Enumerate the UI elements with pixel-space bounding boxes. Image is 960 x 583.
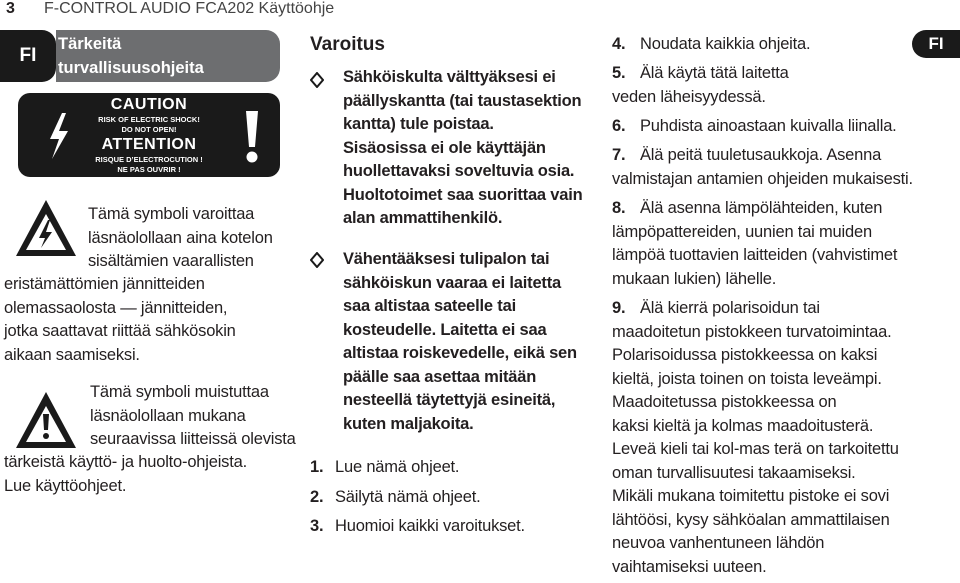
list-item-text: Puhdista ainoastaan kuivalla liinalla. bbox=[640, 117, 897, 135]
list-item-number: 6. bbox=[612, 117, 626, 135]
list-item-text: neuvoa vanhentuneen lähdön bbox=[612, 534, 825, 552]
list-item bbox=[310, 515, 525, 539]
list-item-text: Säilytä nämä ohjeet. bbox=[335, 488, 481, 506]
list-item-number: 7. bbox=[612, 146, 626, 164]
list-item-text: kieltä, joista toinen on toista leveämpi. bbox=[612, 369, 882, 388]
symbol1-line: olemassaolosta — jännitteiden, bbox=[4, 298, 228, 317]
language-badge-right: FI bbox=[912, 30, 960, 58]
warning2-line: nesteellä täytettyjä esineitä, bbox=[343, 391, 556, 409]
ne-pas-ouvrir-text: NE PAS OUVRIR ! bbox=[117, 165, 181, 174]
warning2-line: päälle saa asettaa mitään bbox=[343, 367, 537, 386]
list-item-text: Maadoitetussa pistokkeessa on bbox=[612, 393, 837, 411]
diamond-bullet-icon bbox=[310, 72, 324, 88]
warning-heading: Varoitus bbox=[310, 34, 385, 55]
list-item-text: Älä kierrä polarisoidun tai bbox=[640, 299, 820, 317]
diamond-bullet-icon bbox=[310, 252, 324, 268]
warning2-line: kosteudelle. Laitetta ei saa bbox=[343, 320, 547, 339]
do-not-open-text: DO NOT OPEN! bbox=[121, 125, 177, 134]
symbol1-line: sisältämien vaarallisten bbox=[88, 252, 254, 270]
symbol1-line: aikaan saamiseksi. bbox=[4, 345, 140, 364]
page-number: 3 bbox=[6, 0, 15, 17]
list-item-text: lämpöä tuottavien laitteiden (vahvistimet bbox=[612, 246, 898, 264]
risque-text: RISQUE D’ELECTROCUTION ! bbox=[95, 155, 203, 164]
list-item-number: 4. bbox=[612, 35, 626, 53]
list-item bbox=[612, 62, 789, 109]
warning1-text bbox=[343, 66, 583, 231]
symbol1-line: eristämättömien jännitteiden bbox=[4, 275, 205, 293]
list-item-text: mukaan lukien) lähelle. bbox=[612, 269, 777, 288]
symbol1-line: Tämä symboli varoittaa bbox=[88, 205, 255, 223]
list-item-text: lämpöpattereiden, uunien tai muiden bbox=[612, 222, 872, 241]
warning1-line: Sisäosissa ei ole käyttäjän bbox=[343, 138, 546, 157]
safety-title bbox=[58, 32, 278, 80]
list-item-number: 1. bbox=[310, 458, 324, 476]
list-item bbox=[310, 456, 459, 480]
warning2-line: Vähentääksesi tulipalon tai bbox=[343, 250, 550, 268]
warning1-line: Huoltotoimet saa suorittaa vain bbox=[343, 185, 583, 204]
list-item bbox=[612, 115, 897, 139]
list-item bbox=[612, 33, 810, 57]
list-item bbox=[612, 197, 897, 291]
warning2-text bbox=[343, 248, 577, 436]
list-item-text: lähtöösi, kysy sähköalan ammattilaisen bbox=[612, 510, 890, 529]
list-item-number: 9. bbox=[612, 299, 626, 317]
list-item-number: 2. bbox=[310, 488, 324, 506]
document-title: F-CONTROL AUDIO FCA202 Käyttöohje bbox=[44, 0, 335, 17]
list-item-number: 5. bbox=[612, 64, 626, 82]
symbol2-line: tärkeistä käyttö- ja huolto-ohjeista. bbox=[4, 453, 247, 471]
warning2-line: kuten maljakoita. bbox=[343, 414, 474, 433]
list-item-text: valmistajan antamien ohjeiden mukaisesti. bbox=[612, 169, 913, 188]
warning2-line: sähköiskun vaaraa ei laitetta bbox=[343, 273, 561, 292]
symbol2-line: läsnäolollaan mukana bbox=[90, 406, 246, 425]
attention-text: ATTENTION bbox=[101, 136, 197, 153]
symbol1-text bbox=[88, 203, 273, 274]
list-item-text: Leveä kieli tai kol-mas terä on tarkoitettu bbox=[612, 440, 899, 458]
list-item-text: Noudata kaikkia ohjeita. bbox=[640, 35, 811, 53]
list-item-text: kaksi kieltä ja kolmas maadoitusterä. bbox=[612, 416, 874, 435]
symbol2-line: Tämä symboli muistuttaa bbox=[90, 383, 269, 401]
warning1-line: huollettavaksi soveltuvia osia. bbox=[343, 162, 575, 180]
symbol1-text-wrap bbox=[4, 273, 236, 367]
list-item-text: Älä peitä tuuletusaukkoja. Asenna bbox=[640, 146, 882, 164]
symbol2-text bbox=[90, 381, 296, 452]
electric-shock-warning-icon bbox=[14, 196, 78, 260]
warning1-line: alan ammattihenkilö. bbox=[343, 209, 503, 227]
list-item bbox=[612, 297, 899, 579]
list-item-text: Mikäli mukana toimitettu pistoke ei sovi bbox=[612, 487, 890, 505]
symbol2-text-wrap bbox=[4, 451, 247, 498]
warning2-line: altistaa roiskevedelle, eikä sen bbox=[343, 344, 577, 362]
list-item-text: Polarisoidussa pistokkeessa on kaksi bbox=[612, 346, 878, 364]
warning1-line: kantta) tule poistaa. bbox=[343, 115, 494, 133]
language-badge-left: FI bbox=[0, 30, 56, 82]
caution-text: CAUTION bbox=[110, 96, 188, 113]
list-item-text: Lue nämä ohjeet. bbox=[335, 458, 460, 476]
symbol2-line: seuraavissa liitteissä olevista bbox=[90, 430, 296, 448]
symbol2-line: Lue käyttöohjeet. bbox=[4, 476, 127, 495]
list-item-text: maadoitetun pistokkeen turvatoimintaa. bbox=[612, 322, 892, 341]
list-item-text: Älä käytä tätä laitetta bbox=[640, 64, 789, 82]
list-item-text: Huomioi kaikki varoitukset. bbox=[335, 517, 525, 535]
warning2-line: saa altistaa sateelle tai bbox=[343, 297, 516, 315]
list-item-text: vaihtamiseksi uuteen. bbox=[612, 557, 767, 576]
symbol1-line: jotka saattavat riittää sähkösokin bbox=[4, 322, 236, 340]
risk-text: RISK OF ELECTRIC SHOCK! bbox=[98, 115, 200, 124]
safety-title-line1: Tärkeitä bbox=[58, 35, 122, 53]
list-item-text: oman turvallisuutesi takaamiseksi. bbox=[612, 463, 856, 482]
list-item bbox=[612, 144, 913, 191]
symbol1-line: läsnäolollaan aina kotelon bbox=[88, 228, 273, 247]
safety-title-line2: turvallisuusohjeita bbox=[58, 59, 204, 77]
list-item-text: veden läheisyydessä. bbox=[612, 87, 766, 106]
attention-warning-icon bbox=[14, 388, 78, 452]
caution-label-panel bbox=[18, 93, 280, 177]
list-item bbox=[310, 486, 481, 510]
list-item-number: 8. bbox=[612, 199, 626, 217]
warning1-line: Sähköiskulta välttyäksesi ei bbox=[343, 68, 556, 86]
warning1-line: päällyskantta (tai taustasektion bbox=[343, 91, 582, 110]
list-item-number: 3. bbox=[310, 517, 324, 535]
list-item-text: Älä asenna lämpölähteiden, kuten bbox=[640, 199, 883, 217]
